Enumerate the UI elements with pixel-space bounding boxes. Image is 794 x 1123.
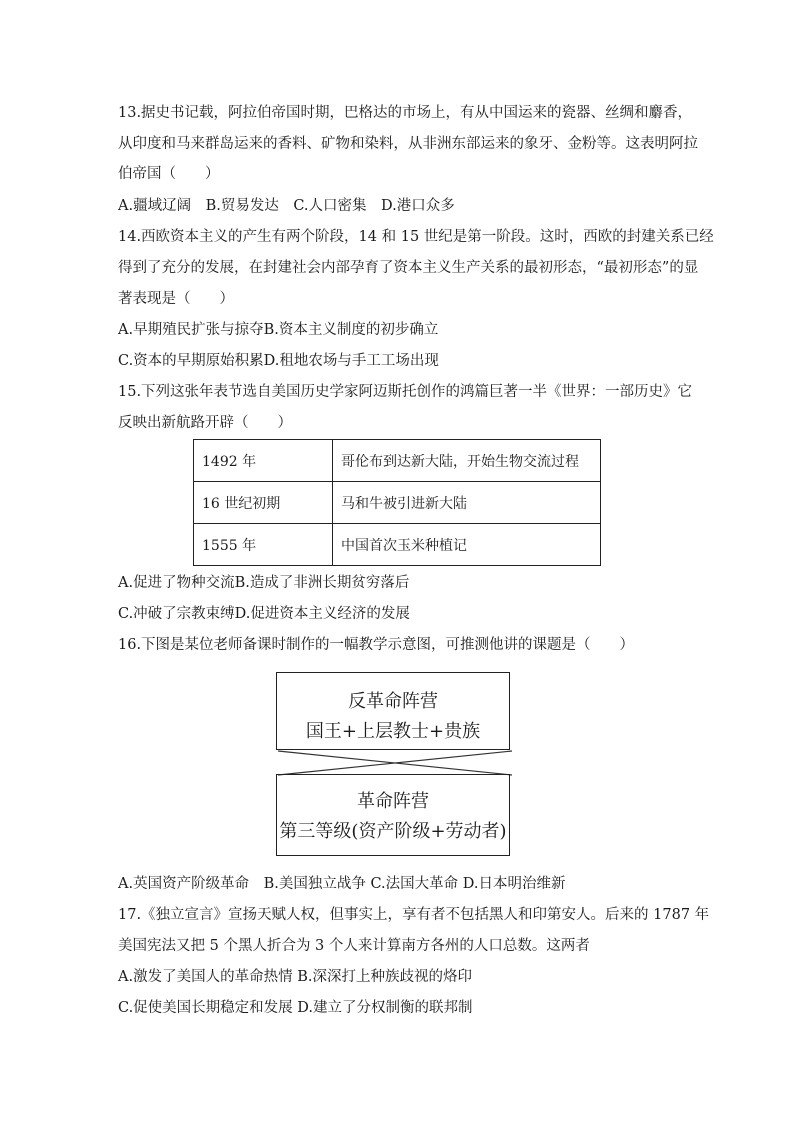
- table-row: [194, 440, 601, 482]
- q17-options-ab: A.激发了美国人的革命热情 B.深深打上种族歧视的烙印: [118, 969, 472, 985]
- cross-connector: [276, 750, 514, 776]
- camp-diagram: [276, 672, 514, 858]
- q14-options-cd: C.资本的早期原始积累D.租地农场与手工工场出现: [118, 353, 439, 369]
- q14-line-1: 14.西欧资本主义的产生有两个阶段，14 和 15 世纪是第一阶段。这时，西欧的封建关系已经: [118, 229, 714, 245]
- table-cell-event: 中国首次玉米种植记: [333, 524, 601, 566]
- table-row: [194, 482, 601, 524]
- q16-options: A.英国资产阶级革命 B.美国独立战争 C.法国大革命 D.日本明治维新: [118, 876, 566, 892]
- revolution-title: 革命阵营: [357, 791, 429, 812]
- q15-line-2: 反映出新航路开辟（ ）: [118, 415, 292, 431]
- q14-line-2: 得到了充分的发展，在封建社会内部孕育了资本主义生产关系的最初形态，“最初形态”的显: [118, 260, 699, 276]
- revolution-box: [276, 774, 510, 856]
- revolution-members: 第三等级(资产阶级+劳动者): [279, 821, 507, 842]
- q13-line-2: 从印度和马来群岛运来的香料、矿物和染料，从非洲东部运来的象牙、金粉等。这表明阿拉: [118, 136, 698, 152]
- table-row: [194, 524, 601, 566]
- q16-line-1: 16.下图是某位老师备课时制作的一幅教学示意图，可推测他讲的课题是（ ）: [118, 637, 635, 653]
- q13-options: A.疆域辽阔 B.贸易发达 C.人口密集 D.港口众多: [118, 198, 455, 214]
- q17-line-2: 美国宪法又把 5 个黑人折合为 3 个人来计算南方各州的人口总数。这两者: [118, 938, 590, 954]
- table-cell-event: 马和牛被引进新大陆: [333, 482, 601, 524]
- q13-line-3: 伯帝国（ ）: [118, 166, 220, 182]
- q15-options-cd: C.冲破了宗教束缚D.促进资本主义经济的发展: [118, 606, 410, 622]
- q14-options-ab: A.早期殖民扩张与掠夺B.资本主义制度的初步确立: [118, 322, 439, 338]
- counter-revolution-members: 国王+上层教士+贵族: [305, 721, 481, 742]
- table-cell-event: 哥伦布到达新大陆，开始生物交流过程: [333, 440, 601, 482]
- q17-options-cd: C.促使美国长期稳定和发展 D.建立了分权制衡的联邦制: [118, 1000, 473, 1016]
- counter-revolution-box: [276, 672, 510, 750]
- table-cell-time: 16 世纪初期: [194, 482, 333, 524]
- q15-line-1: 15.下列这张年表节选自美国历史学家阿迈斯托创作的鸿篇巨著一半《世界：一部历史》它: [118, 384, 693, 400]
- q15-options-ab: A.促进了物种交流B.造成了非洲长期贫穷落后: [118, 575, 410, 591]
- q14-line-3: 著表现是（ ）: [118, 291, 234, 307]
- counter-revolution-title: 反革命阵营: [348, 691, 438, 712]
- table-cell-time: 1492 年: [194, 440, 333, 482]
- table-cell-time: 1555 年: [194, 524, 333, 566]
- q17-line-1: 17.《独立宣言》宣扬天赋人权，但事实上，享有者不包括黑人和印第安人。后来的 1787 年: [118, 907, 710, 923]
- q13-line-1: 13.据史书记载，阿拉伯帝国时期，巴格达的市场上，有从中国运来的瓷器、丝绸和麝香，: [118, 105, 693, 121]
- timeline-table: [193, 439, 601, 566]
